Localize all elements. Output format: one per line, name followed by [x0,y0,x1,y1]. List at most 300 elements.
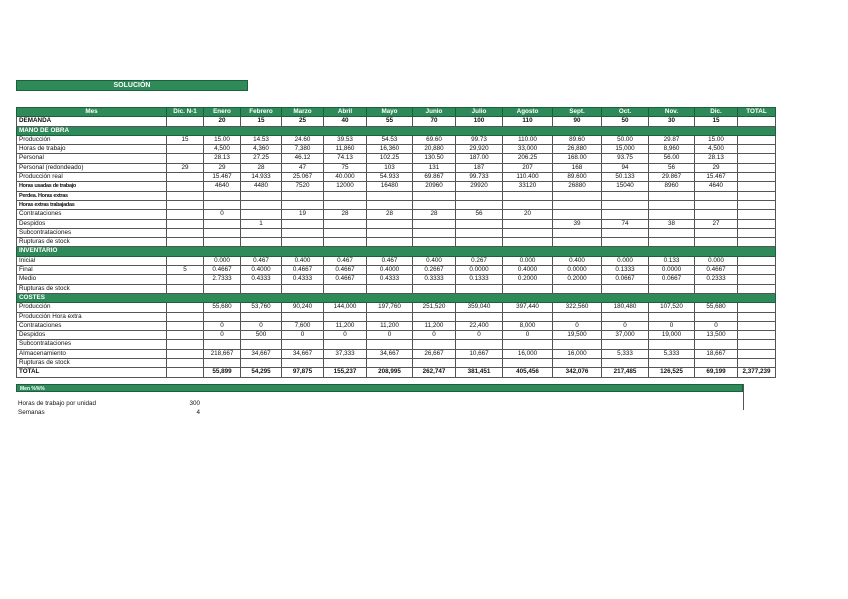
table-cell: 0.0000 [649,266,695,275]
table-cell [695,228,738,237]
table-cell: 1 [241,219,282,228]
table-cell [456,191,503,200]
table-cell: 56.00 [649,154,695,163]
table-cell [413,191,456,200]
table-cell: 0 [324,331,367,340]
table-cell [553,200,602,209]
table-cell [738,303,776,312]
table-cell: 0.4667 [324,275,367,284]
table-cell: 103 [367,163,413,172]
table-cell: 20 [204,117,241,126]
table-cell: 40 [324,117,367,126]
table-cell [167,256,204,265]
table-cell: 155,237 [324,368,367,377]
table-cell [602,284,649,293]
table-cell [204,312,241,321]
section-title: INVENTARIO [17,247,776,256]
table-cell: 69,199 [695,368,738,377]
table-cell [738,210,776,219]
table-cell: 28.13 [204,154,241,163]
table-cell [204,284,241,293]
table-cell: 0.4667 [204,266,241,275]
table-cell: 500 [241,331,282,340]
table-cell: 18,667 [695,349,738,358]
table-cell [367,312,413,321]
table-cell: 28 [413,210,456,219]
table-cell: 0 [695,321,738,330]
table-cell [738,154,776,163]
table-cell: 12000 [324,182,367,191]
table-cell: 19,000 [649,331,695,340]
table-cell [324,228,367,237]
table-cell [738,117,776,126]
table-cell: 208,995 [367,368,413,377]
table-cell: 144,000 [324,303,367,312]
table-cell [602,191,649,200]
table-row [17,163,776,172]
table-cell: 251,520 [413,303,456,312]
table-cell: 359,040 [456,303,503,312]
row-label: DEMANDA [17,117,167,126]
table-row [17,321,776,330]
table-cell: 0.4000 [241,266,282,275]
table-cell [204,200,241,209]
table-cell [695,284,738,293]
table-cell [282,191,324,200]
table-cell: 0 [241,321,282,330]
table-cell: 29 [695,163,738,172]
table-cell: 0 [367,331,413,340]
production-plan-table [16,107,776,378]
row-label: Rupturas de stock [17,238,167,247]
table-cell [167,154,204,163]
table-cell: 15 [695,117,738,126]
table-cell [738,135,776,144]
table-cell [324,219,367,228]
table-row [17,173,776,182]
table-cell: 0.4667 [282,266,324,275]
table-cell [503,191,553,200]
table-cell: 13,500 [695,331,738,340]
table-cell [167,200,204,209]
col-header: Sept. [553,108,602,117]
table-cell [413,200,456,209]
table-cell: 34,667 [241,349,282,358]
table-cell [503,312,553,321]
table-cell: 4,360 [241,145,282,154]
table-cell [241,238,282,247]
table-cell: 46.12 [282,154,324,163]
section-header-row [17,293,776,302]
table-cell: 69.867 [413,173,456,182]
table-cell: 0.4000 [367,266,413,275]
row-label: Horas extras trabajadas [17,200,167,209]
table-cell [324,238,367,247]
table-cell: 24.60 [282,135,324,144]
table-cell: 25.067 [282,173,324,182]
table-cell: 0.4333 [241,275,282,284]
header-row [17,108,776,117]
table-cell [456,359,503,368]
param-weeks-value: 4 [196,409,200,416]
table-cell: 10,667 [456,349,503,358]
table-cell: 74.13 [324,154,367,163]
row-label: Producción real [17,173,167,182]
table-cell: 74 [602,219,649,228]
table-cell: 0 [649,321,695,330]
table-cell: 55,680 [695,303,738,312]
table-cell: 218,667 [204,349,241,358]
table-cell: 28 [241,163,282,172]
table-cell: 0.2000 [553,275,602,284]
row-label: Personal (redondeado) [17,163,167,172]
table-cell: 0.2333 [695,275,738,284]
col-header: Junio [413,108,456,117]
table-cell [204,238,241,247]
table-cell [167,145,204,154]
table-cell: 29.867 [649,173,695,182]
table-cell: 0 [456,331,503,340]
parameters-bar: Men %%% [16,384,743,392]
table-cell: 0.133 [649,256,695,265]
table-row [17,238,776,247]
table-cell [738,256,776,265]
table-cell: 0.400 [282,256,324,265]
table-row [17,145,776,154]
table-cell: 0.4000 [503,266,553,275]
table-cell: 130.50 [413,154,456,163]
table-row [17,312,776,321]
table-cell [649,200,695,209]
table-cell [738,349,776,358]
table-cell [167,321,204,330]
table-cell [413,359,456,368]
table-cell: 40.000 [324,173,367,182]
table-cell: 4640 [204,182,241,191]
col-header: TOTAL [738,108,776,117]
row-label: Producción [17,303,167,312]
table-cell: 381,451 [456,368,503,377]
table-cell [553,312,602,321]
row-label: Rupturas de stock [17,359,167,368]
table-cell: 4,500 [204,145,241,154]
table-cell [282,312,324,321]
section-title: MANO DE OBRA [17,126,776,135]
table-cell [456,284,503,293]
table-cell [167,359,204,368]
col-header: Agosto [503,108,553,117]
table-cell [241,312,282,321]
table-cell: 0.467 [324,256,367,265]
table-cell [367,238,413,247]
table-cell [413,340,456,349]
table-cell: 110.400 [503,173,553,182]
table-cell [649,284,695,293]
table-cell [413,312,456,321]
table-cell: 0.0667 [602,275,649,284]
row-label: Contrataciones [17,321,167,330]
table-cell [167,275,204,284]
table-cell [413,284,456,293]
table-cell [324,191,367,200]
table-cell: 19,500 [553,331,602,340]
table-cell: 50 [602,117,649,126]
table-row [17,219,776,228]
table-cell [167,173,204,182]
table-cell: 11,860 [324,145,367,154]
table-cell: 126,525 [649,368,695,377]
table-cell: 7,380 [282,145,324,154]
table-row [17,368,776,377]
table-cell: 14.53 [241,135,282,144]
table-cell: 168 [553,163,602,172]
table-cell: 15040 [602,182,649,191]
table-cell: 0.467 [367,256,413,265]
table-cell: 0.1333 [602,266,649,275]
table-cell: 0.400 [413,256,456,265]
table-cell: 54.933 [367,173,413,182]
table-cell [167,312,204,321]
table-cell: 15 [241,117,282,126]
table-cell: 8,000 [503,321,553,330]
row-label: Producción Hora extra [17,312,167,321]
table-cell: 69.60 [413,135,456,144]
table-cell: 19 [282,210,324,219]
table-cell: 16,000 [553,349,602,358]
table-cell [738,321,776,330]
table-row [17,191,776,200]
table-cell [553,340,602,349]
table-cell [456,238,503,247]
row-label: Perdea. Horas extras [17,191,167,200]
table-cell [503,359,553,368]
table-cell: 0.000 [695,256,738,265]
table-cell [503,238,553,247]
table-cell: 322,560 [553,303,602,312]
table-cell: 0.0000 [553,266,602,275]
table-cell [167,191,204,200]
table-cell: 25 [282,117,324,126]
col-header: Mayo [367,108,413,117]
table-cell [649,191,695,200]
table-cell [649,312,695,321]
table-cell [553,228,602,237]
table-cell [241,200,282,209]
table-cell: 0 [413,331,456,340]
table-cell [167,182,204,191]
table-cell: 37,000 [602,331,649,340]
table-cell: 5 [167,266,204,275]
table-cell [456,312,503,321]
table-cell: 405,456 [503,368,553,377]
parameters-divider [743,384,744,410]
table-cell [602,228,649,237]
table-cell [503,340,553,349]
table-cell [167,117,204,126]
table-cell: 93.75 [602,154,649,163]
table-cell [167,349,204,358]
table-cell: 0 [204,321,241,330]
table-cell [282,284,324,293]
table-cell: 110 [503,117,553,126]
table-cell [282,359,324,368]
table-cell [241,228,282,237]
table-cell [282,200,324,209]
table-cell: 0.000 [503,256,553,265]
table-cell: 4,500 [695,145,738,154]
table-cell: 29.87 [649,135,695,144]
table-cell [553,359,602,368]
table-cell: 27.25 [241,154,282,163]
table-cell: 28 [324,210,367,219]
row-label: Horas usadas de trabajo [17,182,167,191]
table-cell: 0.000 [204,256,241,265]
table-cell [503,200,553,209]
table-cell: 16,000 [503,349,553,358]
table-cell: 2.7333 [204,275,241,284]
table-cell [602,359,649,368]
table-cell: 7520 [282,182,324,191]
table-cell [738,331,776,340]
table-cell [738,359,776,368]
table-row [17,349,776,358]
table-cell [649,359,695,368]
table-row [17,154,776,163]
table-cell: 0 [602,321,649,330]
param-hours-value: 300 [189,400,200,407]
table-cell: 0.3333 [413,275,456,284]
table-cell: 34,667 [367,349,413,358]
table-cell: 262,747 [413,368,456,377]
table-cell: 0.400 [553,256,602,265]
table-row [17,303,776,312]
table-cell: 180,480 [602,303,649,312]
table-cell [241,191,282,200]
table-cell: 15.00 [204,135,241,144]
row-label: Almacenamiento [17,349,167,358]
table-cell: 0.267 [456,256,503,265]
table-cell: 187 [456,163,503,172]
table-cell [695,238,738,247]
row-label: Subcontrataciones [17,340,167,349]
table-row [17,200,776,209]
table-cell: 89.60 [553,135,602,144]
table-cell [324,359,367,368]
row-label: Subcontrataciones [17,228,167,237]
table-cell: 342,076 [553,368,602,377]
table-cell [282,228,324,237]
table-cell: 37,333 [324,349,367,358]
table-cell: 55,680 [204,303,241,312]
table-cell [602,210,649,219]
table-cell: 0 [204,210,241,219]
table-cell: 197,760 [367,303,413,312]
table-cell: 0.4333 [282,275,324,284]
table-cell [738,340,776,349]
table-cell [738,266,776,275]
table-cell: 0.000 [602,256,649,265]
col-header: Abril [324,108,367,117]
table-cell [738,191,776,200]
table-cell: 29920 [456,182,503,191]
table-cell: 4640 [695,182,738,191]
table-cell [553,210,602,219]
table-cell: 15,000 [602,145,649,154]
table-cell: 99.73 [456,135,503,144]
table-cell: 70 [413,117,456,126]
table-cell: 90,240 [282,303,324,312]
table-cell [167,340,204,349]
table-cell [738,145,776,154]
table-cell [413,228,456,237]
table-cell [738,275,776,284]
table-cell: 7,600 [282,321,324,330]
table-cell: 0.4333 [367,275,413,284]
param-hours-label: Horas de trabajo por unidad [18,400,97,407]
table-cell: 33120 [503,182,553,191]
table-cell [324,284,367,293]
table-row [17,182,776,191]
row-label: Despidos [17,331,167,340]
table-cell: 207 [503,163,553,172]
row-label: Personal [17,154,167,163]
table-cell: 100 [456,117,503,126]
section-header-row [17,126,776,135]
table-cell: 11,200 [324,321,367,330]
table-cell: 26880 [553,182,602,191]
table-row [17,135,776,144]
table-cell: 15.467 [695,173,738,182]
table-cell [167,368,204,377]
table-cell: 54,295 [241,368,282,377]
table-row [17,210,776,219]
row-label: Final [17,266,167,275]
table-cell: 27 [695,219,738,228]
solution-banner: SOLUCIÓN [16,80,248,91]
table-cell [167,228,204,237]
table-cell [367,191,413,200]
table-cell [695,340,738,349]
table-cell: 22,400 [456,321,503,330]
table-cell [503,228,553,237]
table-cell: 187.00 [456,154,503,163]
col-header: Dic. [695,108,738,117]
table-cell: 29 [167,163,204,172]
table-cell: 14.933 [241,173,282,182]
table-row [17,228,776,237]
table-cell: 8960 [649,182,695,191]
table-cell [204,228,241,237]
table-cell [241,284,282,293]
row-label: Horas de trabajo [17,145,167,154]
table-cell: 2,377,239 [738,368,776,377]
table-cell: 11,200 [413,321,456,330]
table-cell [602,238,649,247]
table-row [17,340,776,349]
table-cell: 39.53 [324,135,367,144]
table-cell: 28.13 [695,154,738,163]
table-cell: 90 [553,117,602,126]
table-cell: 0 [204,331,241,340]
table-cell [695,200,738,209]
table-cell: 47 [282,163,324,172]
table-cell: 34,667 [282,349,324,358]
table-cell [204,359,241,368]
table-cell [738,312,776,321]
param-weeks-label: Semanas [18,409,45,416]
table-cell: 33,000 [503,145,553,154]
table-cell [167,210,204,219]
